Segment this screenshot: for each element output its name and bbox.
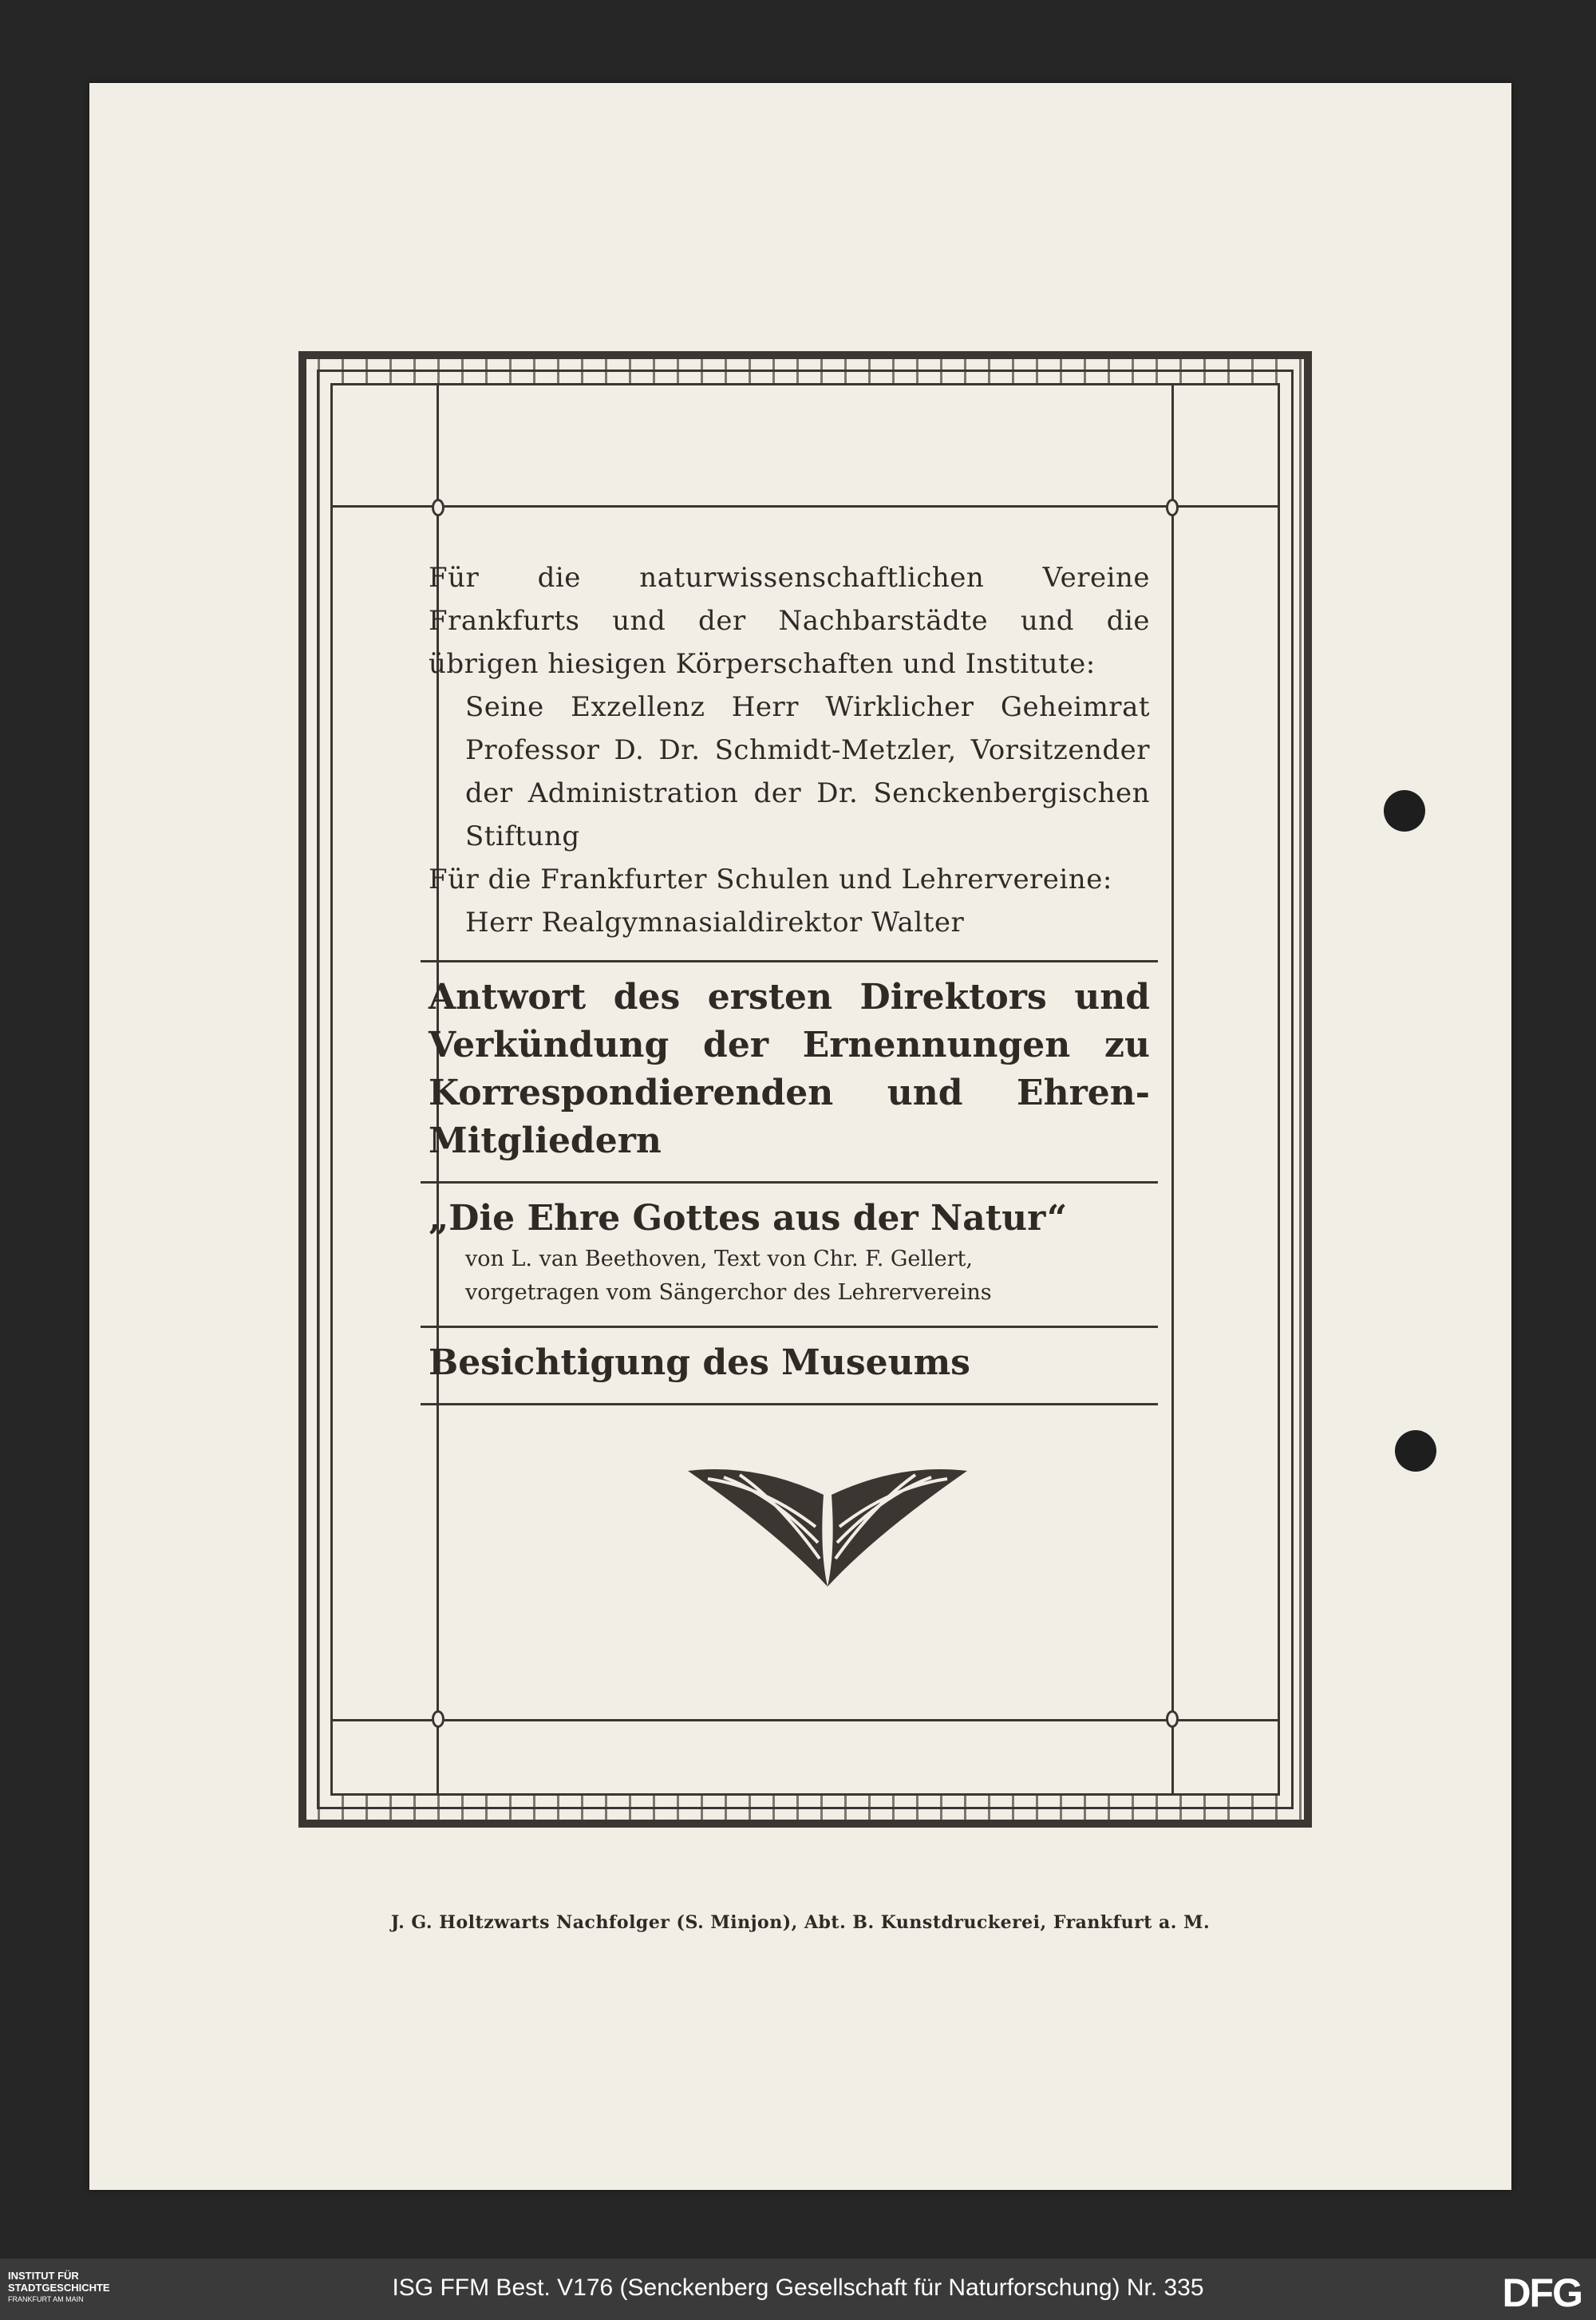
program-heading-answer: Antwort des ersten Direktors und Verkündung der Ernennungen zu Korrespondierenden und Ehren-Mitgliedern	[429, 977, 1150, 1161]
archive-footer-bar	[0, 2259, 1596, 2320]
paper-sheet	[89, 83, 1511, 2190]
program-section-answer	[421, 962, 1158, 1184]
program-section-choir	[421, 1184, 1158, 1328]
punch-hole-top	[1384, 790, 1425, 832]
speaker-group-schools: Für die Frankfurter Schulen und Lehrervereine:	[429, 864, 1112, 895]
institute-line-3: FRANKFURT AM MAIN	[8, 2295, 84, 2303]
speaker-group-societies: Für die naturwissenschaftlichen Vereine Frankfurts und der Nachbarstädte und die übrigen hiesigen Körperschaften und Institute:	[429, 562, 1150, 680]
frame-node	[1166, 1710, 1179, 1728]
frame-horizontal-line-top	[333, 505, 1278, 508]
program-heading-museum: Besichtigung des Museums	[429, 1342, 970, 1383]
leaf-ornament-icon	[684, 1463, 971, 1591]
program-content	[421, 545, 1158, 1405]
frame-inner-panel	[330, 383, 1280, 1796]
frame-node	[432, 499, 444, 516]
speaker-walter: Herr Realgymnasialdirektor Walter	[465, 907, 965, 939]
program-heading-choir: „Die Ehre Gottes aus der Natur“	[429, 1198, 1068, 1239]
archive-caption: ISG FFM Best. V176 (Senckenberg Gesellschaft für Naturforschung) Nr. 335	[392, 2275, 1204, 2301]
frame-vertical-line-right	[1171, 385, 1174, 1793]
speaker-schmidt-metzler: Seine Exzellenz Herr Wirklicher Geheimrat Professor D. Dr. Schmidt-Metzler, Vorsitzender der Administration der Dr. Senckenbergischen Stiftung	[465, 691, 1150, 852]
dfg-logo: DFG	[1502, 2271, 1582, 2315]
institute-line-1: INSTITUT FÜR	[8, 2270, 79, 2282]
program-section-speakers	[421, 545, 1158, 962]
choir-composer: von L. van Beethoven, Text von Chr. F. Gellert,	[465, 1247, 973, 1271]
frame-node	[1166, 499, 1179, 516]
frame-horizontal-line-bottom	[333, 1719, 1278, 1721]
ornamental-frame	[298, 351, 1312, 1828]
frame-node	[432, 1710, 444, 1728]
institute-line-2: STADTGESCHICHTE	[8, 2282, 110, 2294]
printer-imprint: J. G. Holtzwarts Nachfolger (S. Minjon), Abt. B. Kunstdruckerei, Frankfurt a. M.	[390, 1912, 1211, 1933]
punch-hole-bottom	[1395, 1430, 1436, 1472]
choir-performers: vorgetragen vom Sängerchor des Lehrervereins	[465, 1280, 992, 1305]
program-section-museum	[421, 1328, 1158, 1405]
